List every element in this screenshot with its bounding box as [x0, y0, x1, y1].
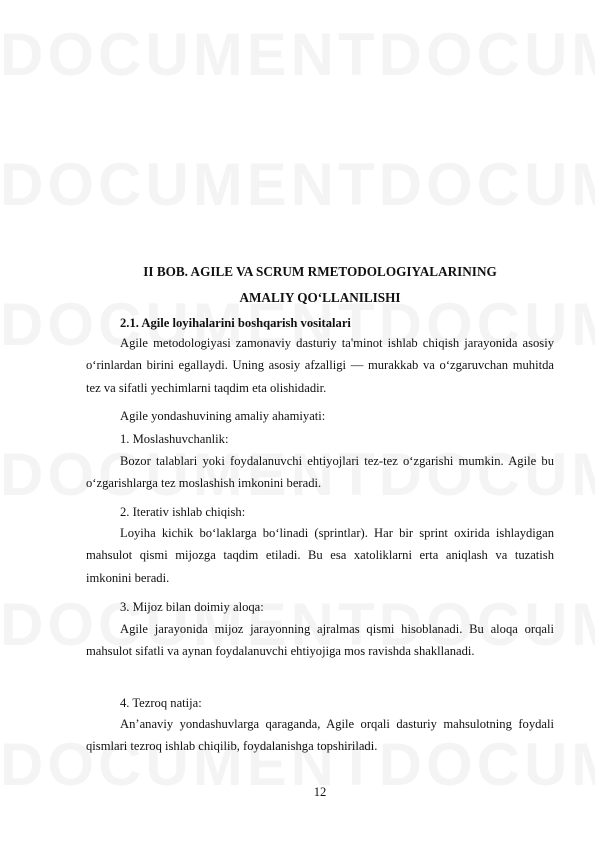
page-number: 12	[313, 785, 327, 799]
watermark-text	[0, 20, 379, 89]
watermark-row	[0, 20, 595, 89]
item-title: 2. Iterativ ishlab chiqish:	[120, 505, 246, 519]
practical-heading: Agile yondashuvining amaliy ahamiyati:	[120, 409, 326, 423]
item-text: Agile jarayonida mijoz jarayonning ajralmas qismi hisoblanadi. Bu aloqa orqali mahsulot sifatli va aynan foydalanuvchi ehtiyojiga mos ravishda shakllanadi.	[86, 622, 554, 659]
watermark-text	[0, 150, 379, 219]
item-title: 1. Moslashuvchanlik:	[120, 432, 229, 446]
watermark-text	[379, 20, 595, 89]
item-text: Bozor talablari yoki foydalanuvchi ehtiyojlari tez-tez o‘zgarishi mumkin. Agile bu o‘zgarishlarga tez moslashish imkonini beradi.	[86, 454, 554, 491]
item-text: An’anaviy yondashuvlarga qaraganda, Agile orqali dasturiy mahsulotning foydali qismlari tezroq ishlab chiqilib, foydalanishga topshiriladi.	[86, 717, 554, 754]
chapter-title-line-1: II BOB. AGILE VA SCRUM RMETODOLOGIYALARINING	[143, 264, 497, 279]
intro-paragraph: Agile metodologiyasi zamonaviy dasturiy ta'minot ishlab chiqish jarayonida asosiy o‘rinlardan birini egallaydi. Uning asosiy afzalligi — murakkab va o‘zgaruvchan muhitda tez va sifatli yechimlarni taqdim eta olishidadir.	[86, 336, 554, 395]
watermark-text	[379, 150, 595, 219]
item-text: Loyiha kichik bo‘laklarga bo‘linadi (sprintlar). Har bir sprint oxirida ishlaydigan mahsulot qismi mijozga taqdim etiladi. Bu esa xatoliklarni erta aniqlash va tuzatish imkonini beradi.	[86, 526, 554, 585]
item-title: 4. Tezroq natija:	[120, 696, 202, 710]
chapter-title-line-2: AMALIY QO‘LLANILISHI	[239, 290, 401, 305]
watermark-row	[0, 150, 595, 219]
item-title: 3. Mijoz bilan doimiy aloqa:	[120, 600, 264, 614]
section-heading: 2.1. Agile loyihalarini boshqarish vositalari	[120, 316, 351, 330]
